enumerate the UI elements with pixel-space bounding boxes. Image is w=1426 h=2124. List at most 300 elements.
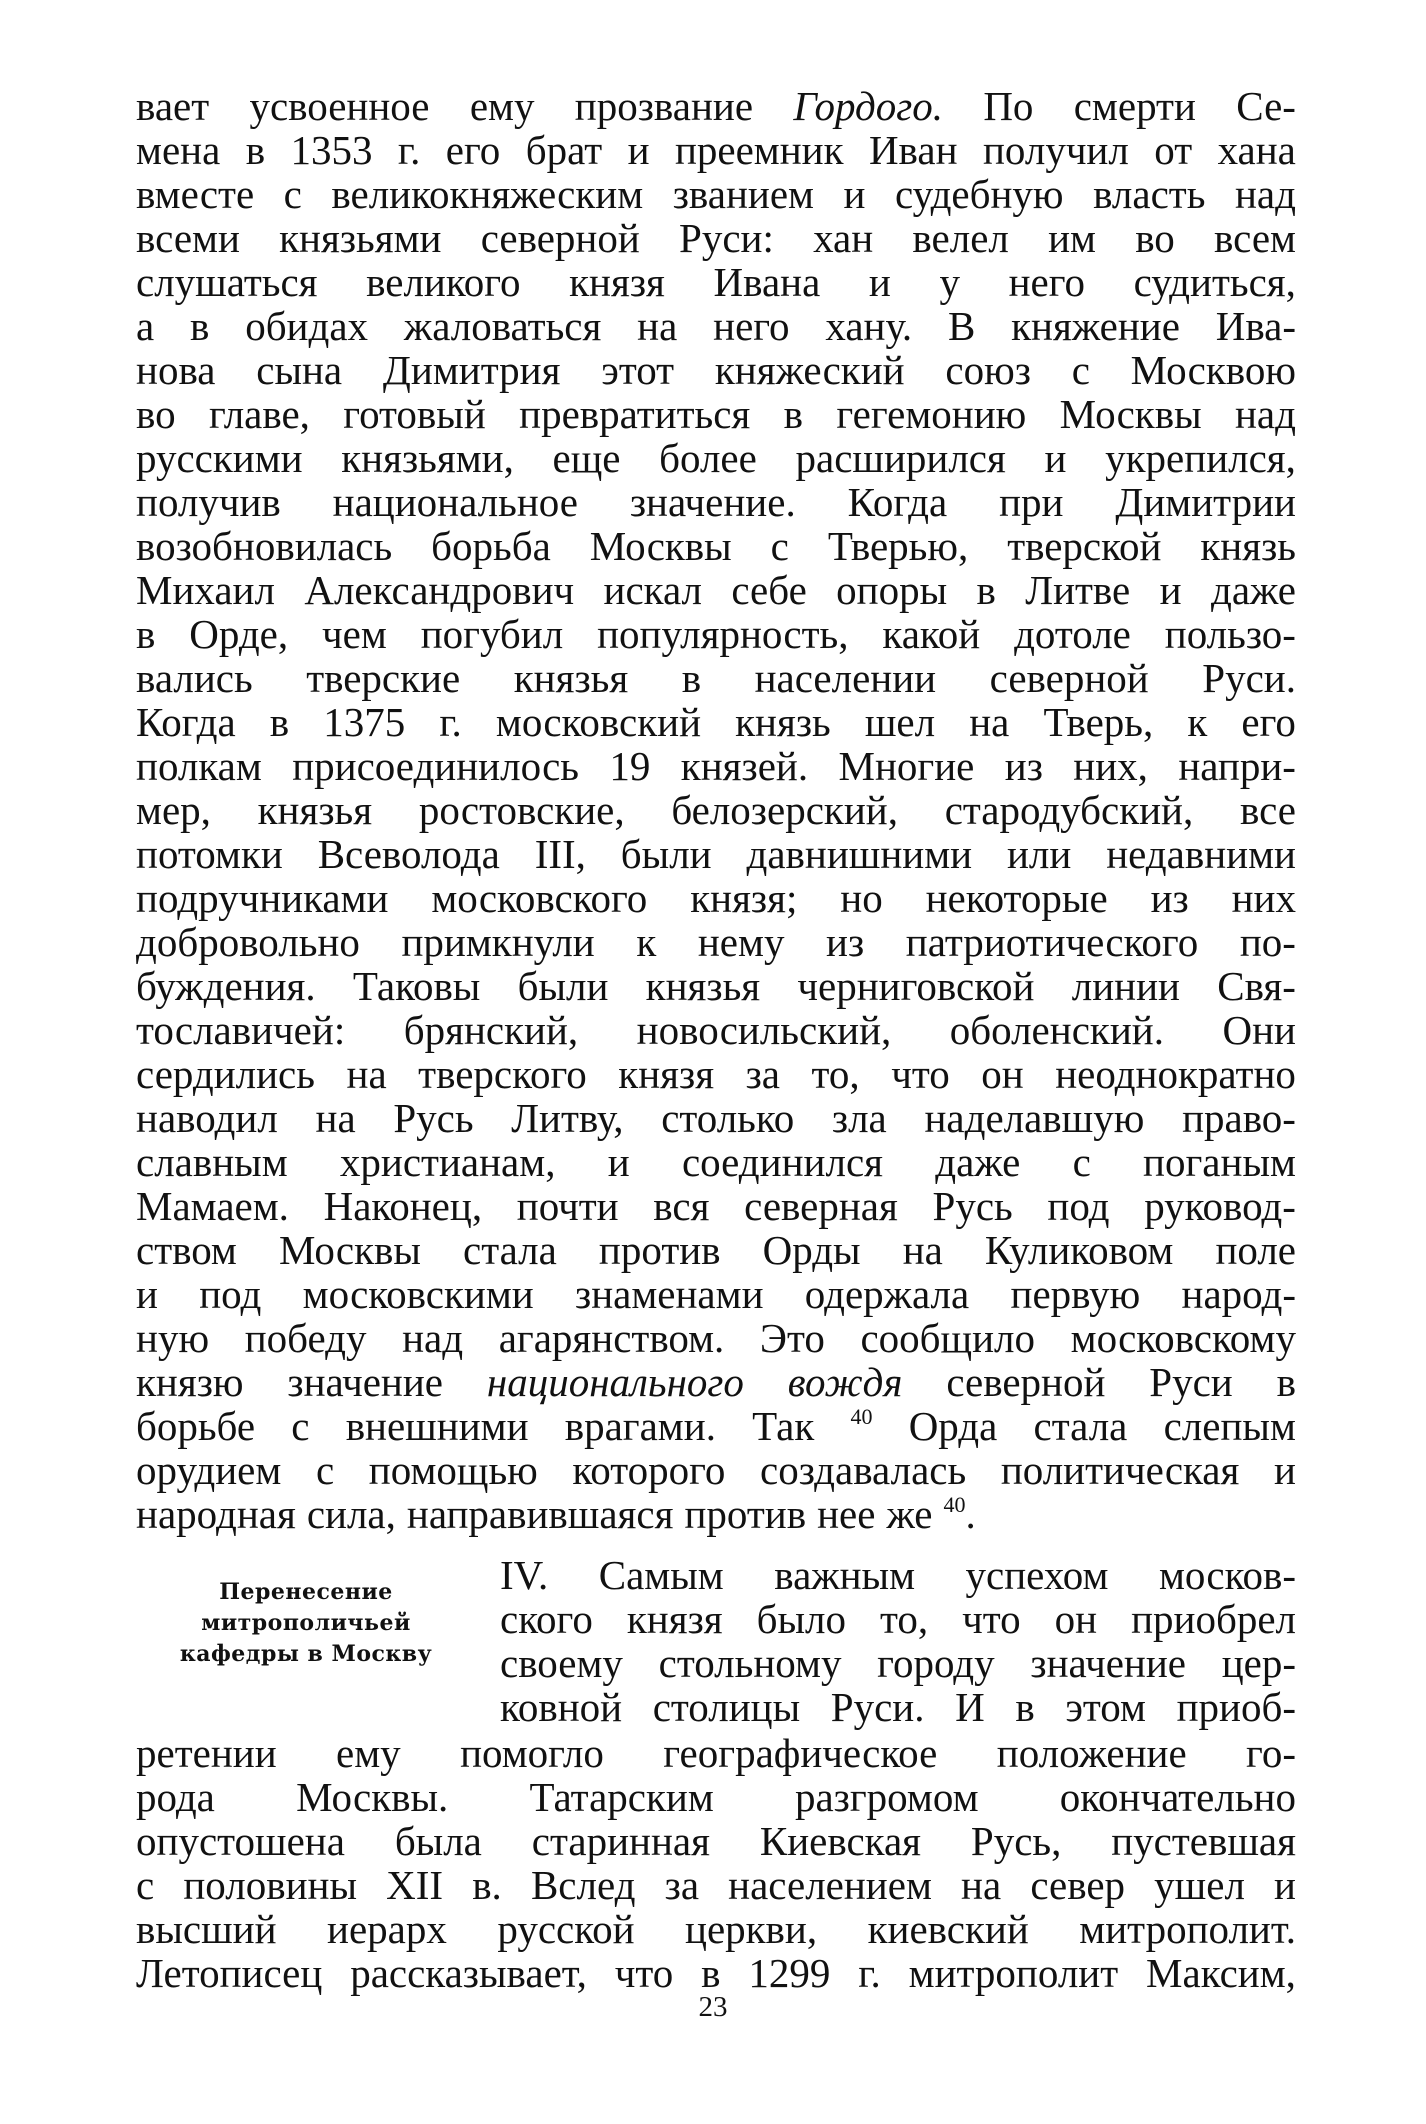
- word: столько: [661, 1095, 795, 1141]
- text-line: [136, 1731, 1296, 1775]
- word: из: [826, 919, 865, 965]
- word: Куликовом: [984, 1227, 1174, 1273]
- word: г.: [397, 127, 421, 173]
- word: Москвы: [1059, 391, 1202, 437]
- word: рассказывает,: [350, 1950, 587, 1996]
- word: князя: [569, 259, 665, 305]
- text-line: [136, 1907, 1296, 1951]
- word: орудием: [136, 1447, 282, 1493]
- word: в: [681, 655, 702, 701]
- word: $^{40}$.: [943, 1491, 976, 1537]
- word: из: [1150, 875, 1189, 921]
- word: ростовские,: [418, 787, 625, 833]
- word: окончательно: [1059, 1774, 1296, 1820]
- word: оболенский.: [949, 1007, 1164, 1053]
- word: стародубский,: [944, 787, 1194, 833]
- word: в: [245, 127, 266, 173]
- word: первую: [1010, 1271, 1141, 1317]
- word: белозерский,: [671, 787, 898, 833]
- word: обидах: [245, 303, 369, 349]
- word: в: [976, 567, 996, 613]
- text-line: [136, 1448, 1296, 1492]
- word: за: [664, 1862, 700, 1908]
- word: которого: [572, 1447, 726, 1493]
- word: вались: [136, 655, 253, 701]
- word: знаменами: [575, 1271, 764, 1317]
- word: с: [1072, 1139, 1091, 1185]
- word: князей.: [680, 743, 809, 789]
- word: приоб-: [1176, 1684, 1296, 1730]
- word: вместе: [136, 171, 255, 217]
- word: званием: [672, 171, 814, 217]
- word: Орды: [762, 1227, 861, 1273]
- word: пользо-: [1164, 611, 1296, 657]
- word: с: [315, 1447, 335, 1493]
- word: мер,: [136, 787, 211, 833]
- word: князья: [645, 963, 761, 1009]
- word: в.: [472, 1862, 502, 1908]
- word: этот: [601, 347, 675, 393]
- margin-heading: [136, 1577, 476, 1670]
- word: И: [955, 1684, 985, 1730]
- word: северная: [744, 1183, 898, 1229]
- word: Се-: [1236, 83, 1296, 129]
- word: славным: [136, 1139, 288, 1185]
- word: против: [684, 1491, 807, 1537]
- text-line: [136, 1052, 1296, 1096]
- word: на: [315, 1095, 356, 1141]
- word: 1353: [290, 127, 373, 173]
- word: велел: [912, 215, 1009, 261]
- word: рода: [136, 1774, 215, 1820]
- word: великокняжеским: [331, 171, 644, 217]
- word: агарянством.: [498, 1315, 725, 1361]
- word: почти: [516, 1183, 619, 1229]
- word: союз: [945, 347, 1031, 393]
- word: 1299: [748, 1950, 831, 1996]
- margin-heading-line-3: кафедры в Москву: [179, 1641, 433, 1667]
- word: Руси.: [830, 1684, 925, 1730]
- text-line: [136, 876, 1296, 920]
- word: него: [713, 303, 790, 349]
- word: он: [1054, 1596, 1098, 1642]
- word: ковной: [500, 1684, 623, 1730]
- word: географическое: [663, 1730, 938, 1776]
- word: 1375: [323, 699, 406, 745]
- text-line: [136, 744, 1296, 788]
- word: Орде,: [189, 611, 289, 657]
- word: сына: [256, 347, 343, 393]
- word: право-: [1182, 1095, 1296, 1141]
- word: что: [614, 1950, 674, 1996]
- word: IV.: [500, 1552, 549, 1598]
- word: стольному: [658, 1640, 842, 1686]
- word: у: [939, 259, 960, 305]
- word: и: [1159, 567, 1182, 613]
- word: ему: [469, 83, 535, 129]
- word: опустошена: [136, 1818, 345, 1864]
- word: хана: [1217, 127, 1296, 173]
- word: своему: [500, 1640, 623, 1686]
- word: разгромом: [794, 1774, 979, 1820]
- word: что: [891, 1051, 950, 1097]
- word: с: [770, 523, 789, 569]
- word: 19: [609, 743, 651, 789]
- word: северной: [480, 215, 640, 261]
- word: князья: [257, 787, 373, 833]
- word: то,: [811, 1051, 860, 1097]
- word: городу: [877, 1640, 995, 1686]
- word: была: [394, 1818, 482, 1864]
- word: укрепился,: [1105, 435, 1296, 481]
- text-line: [136, 1404, 1296, 1448]
- word: поле: [1215, 1227, 1296, 1273]
- word: с: [283, 171, 302, 217]
- word: Иван: [868, 127, 958, 173]
- word: христианам,: [339, 1139, 556, 1185]
- word: одержала: [804, 1271, 970, 1317]
- margin-heading-line-1: Перенесение: [219, 1579, 393, 1605]
- word: тославичей:: [136, 1007, 346, 1053]
- word: в: [1276, 1359, 1296, 1405]
- word: слепым: [1163, 1403, 1296, 1449]
- text-line: [136, 1140, 1296, 1184]
- word: и: [607, 1139, 630, 1185]
- word: и: [1274, 1862, 1296, 1908]
- word: значение.: [629, 479, 796, 525]
- word: внешними: [345, 1403, 529, 1449]
- word: Многие: [838, 743, 975, 789]
- word: над: [1234, 391, 1296, 437]
- text-line: [136, 1951, 1296, 1995]
- word: в: [136, 611, 156, 657]
- word: расширился: [795, 435, 1006, 481]
- word: недавними: [1106, 831, 1296, 877]
- margin-heading-line-2: митрополичьей: [201, 1610, 411, 1636]
- word: жаловаться: [403, 303, 602, 349]
- text-line: [136, 436, 1296, 480]
- text-line: [500, 1597, 1296, 1641]
- word: с: [1071, 347, 1090, 393]
- text-line: [136, 832, 1296, 876]
- word: борьба: [431, 523, 551, 569]
- word: его: [445, 127, 501, 173]
- word: г.: [439, 699, 462, 745]
- text-line: [136, 348, 1296, 392]
- word: церкви,: [685, 1906, 818, 1952]
- word: русской: [497, 1906, 635, 1952]
- word: главе,: [208, 391, 310, 437]
- text-line: [136, 524, 1296, 568]
- word: национальное: [332, 479, 578, 525]
- word: Ивана: [713, 259, 821, 305]
- word: север: [1030, 1862, 1126, 1908]
- word: сообщило: [860, 1315, 1036, 1361]
- word: Русь: [393, 1095, 474, 1141]
- word: наводил: [136, 1095, 278, 1141]
- word: го-: [1246, 1730, 1296, 1776]
- word: Орда: [908, 1403, 998, 1449]
- word: борьбе: [136, 1403, 256, 1449]
- word: князьями,: [341, 435, 514, 481]
- word: всем: [1214, 215, 1296, 261]
- word: Когда: [136, 699, 236, 745]
- word: XII: [386, 1862, 444, 1908]
- text-line: [136, 788, 1296, 832]
- word: в: [701, 1950, 721, 1996]
- word: князья: [513, 655, 629, 701]
- word: вождя: [787, 1359, 903, 1405]
- word: Мамаем.: [136, 1183, 289, 1229]
- word: то,: [880, 1596, 929, 1642]
- word: с: [136, 1862, 155, 1908]
- word: Они: [1222, 1007, 1296, 1053]
- word: северной: [946, 1359, 1106, 1405]
- word: Русь,: [970, 1818, 1062, 1864]
- word: Тверью,: [827, 523, 969, 569]
- word: против: [598, 1227, 721, 1273]
- word: Это: [759, 1315, 825, 1361]
- word: них: [1231, 875, 1296, 921]
- word: В: [947, 303, 976, 349]
- word: к: [636, 919, 657, 965]
- word: сила,: [306, 1491, 396, 1537]
- word: подручниками: [136, 875, 389, 921]
- word: и: [627, 127, 650, 173]
- word: важным: [774, 1552, 916, 1598]
- word: превратиться: [519, 391, 751, 437]
- word: Руси:: [679, 215, 774, 261]
- word: помогло: [460, 1730, 604, 1776]
- word: под: [1047, 1183, 1110, 1229]
- word: прозвание: [574, 83, 754, 129]
- word: значение: [287, 1359, 443, 1405]
- word: старинная: [531, 1818, 710, 1864]
- word: нему: [697, 919, 785, 965]
- word: какой: [882, 611, 981, 657]
- word: или: [1006, 831, 1072, 877]
- word: во: [1135, 215, 1175, 261]
- word: Москвою: [1130, 347, 1296, 393]
- word: Александрович: [304, 567, 575, 613]
- word: потомки: [136, 831, 283, 877]
- word: из: [1004, 743, 1043, 789]
- word: князя: [626, 1596, 723, 1642]
- word: них,: [1073, 743, 1148, 789]
- word: Димитрия: [382, 347, 561, 393]
- word: над: [1234, 171, 1296, 217]
- word: князя;: [690, 875, 798, 921]
- word: г.: [858, 1950, 881, 1996]
- word: митрополит: [908, 1950, 1119, 1996]
- word: более: [659, 435, 757, 481]
- word: в: [783, 391, 804, 437]
- word: стала: [463, 1227, 557, 1273]
- word: половины: [183, 1862, 357, 1908]
- word: брат: [525, 127, 603, 173]
- word: и: [843, 171, 866, 217]
- word: патриотического: [905, 919, 1199, 965]
- text-line: [136, 172, 1296, 216]
- word: брянский,: [403, 1007, 579, 1053]
- text-line: [136, 1008, 1296, 1052]
- word: во: [136, 391, 176, 437]
- word: народная: [136, 1491, 296, 1537]
- word: что: [962, 1596, 1021, 1642]
- word: хану.: [825, 303, 913, 349]
- word: Руси: [1149, 1359, 1233, 1405]
- word: поганым: [1143, 1139, 1296, 1185]
- word: на: [637, 303, 678, 349]
- text-line: [136, 1775, 1296, 1819]
- word: слушаться: [136, 259, 318, 305]
- word: на: [969, 699, 1010, 745]
- word: Ива-: [1215, 303, 1296, 349]
- word: новосильский,: [636, 1007, 892, 1053]
- word: ную: [136, 1315, 210, 1361]
- word: от: [1154, 127, 1193, 173]
- word: даже: [935, 1139, 1021, 1185]
- word: возобновилась: [136, 523, 393, 569]
- word: ретении: [136, 1730, 277, 1776]
- word: а: [136, 303, 155, 349]
- word: Самым: [598, 1552, 724, 1598]
- word: по-: [1239, 919, 1296, 965]
- word: себе: [731, 567, 807, 613]
- word: Москвы: [278, 1227, 421, 1273]
- word: черниговской: [797, 963, 1035, 1009]
- text-line: [136, 1360, 1296, 1404]
- word: вся: [653, 1183, 710, 1229]
- word: и: [1044, 435, 1067, 481]
- text-line: [500, 1553, 1296, 1597]
- text-line: [136, 260, 1296, 304]
- word: на: [346, 1051, 387, 1097]
- word: вает: [136, 83, 210, 129]
- word: опоры: [836, 567, 948, 613]
- word: даже: [1210, 567, 1296, 613]
- text-line: [136, 84, 1296, 128]
- word: князь: [735, 699, 831, 745]
- text-line: [500, 1641, 1296, 1685]
- word: в: [190, 303, 210, 349]
- text-line: [136, 1316, 1296, 1360]
- word: руковод-: [1144, 1183, 1296, 1229]
- word: ством: [136, 1227, 237, 1273]
- word: нее: [817, 1491, 876, 1537]
- text-line: [136, 568, 1296, 612]
- word: зла: [831, 1095, 887, 1141]
- word: линии: [1071, 963, 1180, 1009]
- word: московский: [495, 699, 702, 745]
- word: северной: [989, 655, 1149, 701]
- word: Всеволода: [317, 831, 500, 877]
- word: москов-: [1158, 1552, 1296, 1598]
- word: искал: [603, 567, 702, 613]
- word: По: [983, 83, 1034, 129]
- word: тверской: [1007, 523, 1162, 569]
- word: с: [291, 1403, 310, 1449]
- word: усвоенное: [249, 83, 430, 129]
- word: нова: [136, 347, 216, 393]
- word: московскими: [302, 1271, 534, 1317]
- text-line: [136, 1184, 1296, 1228]
- word: при: [999, 479, 1064, 525]
- word: княжеский: [714, 347, 905, 393]
- word: князю: [136, 1359, 244, 1405]
- word: Руси.: [1202, 655, 1296, 701]
- word: тверского: [418, 1051, 587, 1097]
- word: Литву,: [511, 1095, 624, 1141]
- word: чем: [322, 611, 387, 657]
- text-line: [136, 392, 1296, 436]
- text-line: [500, 1685, 1296, 1729]
- word: тверские: [306, 655, 461, 701]
- word: давнишними: [746, 831, 973, 877]
- word: он: [981, 1051, 1024, 1097]
- word: но: [840, 875, 883, 921]
- word: же: [886, 1491, 933, 1537]
- word: III,: [534, 831, 586, 877]
- word: Москвы.: [296, 1774, 449, 1820]
- text-line: [136, 656, 1296, 700]
- word: Михаил: [136, 567, 275, 613]
- word: врагами.: [564, 1403, 716, 1449]
- word: добровольно: [136, 919, 360, 965]
- word: помощью: [368, 1447, 538, 1493]
- word: над: [402, 1315, 464, 1361]
- text-line: [136, 304, 1296, 348]
- word: еще: [552, 435, 621, 481]
- word: шел: [864, 699, 936, 745]
- page-number: 23: [698, 1991, 728, 2023]
- word: неоднократно: [1055, 1051, 1296, 1097]
- word: полкам: [136, 743, 262, 789]
- word: иерарх: [327, 1906, 447, 1952]
- word: Татарским: [529, 1774, 714, 1820]
- word: пустевшая: [1111, 1818, 1296, 1864]
- word: получил: [982, 127, 1129, 173]
- word: Свя-: [1217, 963, 1296, 1009]
- word: и: [1274, 1447, 1296, 1493]
- word: и: [868, 259, 891, 305]
- text-line: [136, 1096, 1296, 1140]
- word: Так: [752, 1403, 815, 1449]
- word: под: [199, 1271, 262, 1317]
- word: на: [902, 1227, 943, 1273]
- word: народ-: [1181, 1271, 1296, 1317]
- text-line: [136, 920, 1296, 964]
- word: гегемонию: [836, 391, 1027, 437]
- word: преемник: [674, 127, 844, 173]
- word: смерти: [1073, 83, 1196, 129]
- word: мена: [136, 127, 221, 173]
- word: дотоле: [1014, 611, 1131, 657]
- word: княжение: [1011, 303, 1180, 349]
- word: русскими: [136, 435, 303, 481]
- word: столицы: [652, 1684, 801, 1730]
- word: соединился: [681, 1139, 883, 1185]
- word: присоединилось: [292, 743, 580, 789]
- word: Таковы: [352, 963, 481, 1009]
- word: киевский: [867, 1906, 1029, 1952]
- word: Максим,: [1146, 1950, 1296, 1996]
- word: великого: [366, 259, 521, 305]
- word: популярность,: [597, 611, 849, 657]
- word: судебную: [895, 171, 1064, 217]
- text-line: [136, 1272, 1296, 1316]
- word: Летописец: [136, 1950, 323, 1996]
